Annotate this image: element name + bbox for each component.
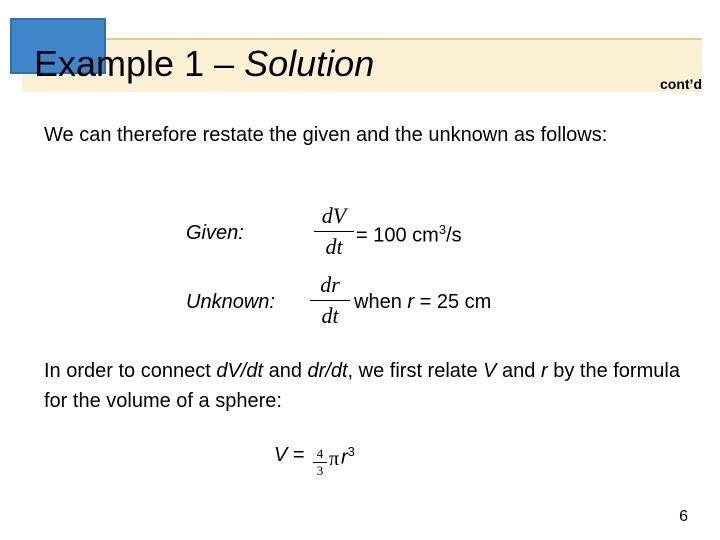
continued-label: cont’d bbox=[660, 76, 702, 92]
unknown-label: Unknown: bbox=[186, 291, 275, 313]
slide-title: Example 1 – Solution bbox=[34, 43, 375, 84]
unknown-condition: when r = 25 cm bbox=[354, 291, 492, 313]
fraction-denominator: dt bbox=[325, 234, 343, 259]
four-thirds-fraction: 4 3 bbox=[313, 447, 327, 478]
explanation-paragraph: In order to connect dV/dt and dr/dt, we first relate V and r by the formula for the volume of a sphere: bbox=[44, 360, 680, 412]
fraction-numerator: dV bbox=[321, 203, 347, 228]
unknown-fraction bbox=[310, 272, 350, 329]
page-number: 6 bbox=[679, 508, 688, 525]
given-label: Given: bbox=[186, 222, 244, 244]
given-value: = 100 $cm^3/s$ bbox=[356, 222, 462, 247]
fraction-numerator: dr bbox=[320, 272, 340, 297]
fraction-bar bbox=[310, 300, 350, 301]
r-cubed: $r^3$ bbox=[341, 444, 355, 469]
fraction-denominator: dt bbox=[321, 303, 339, 328]
intro-paragraph: We can therefore restate the given and the unknown as follows: bbox=[44, 124, 608, 146]
given-fraction bbox=[314, 203, 354, 260]
fraction-bar bbox=[314, 231, 354, 232]
volume-formula-lhs: V = bbox=[274, 444, 305, 466]
pi-symbol: π bbox=[329, 448, 340, 470]
